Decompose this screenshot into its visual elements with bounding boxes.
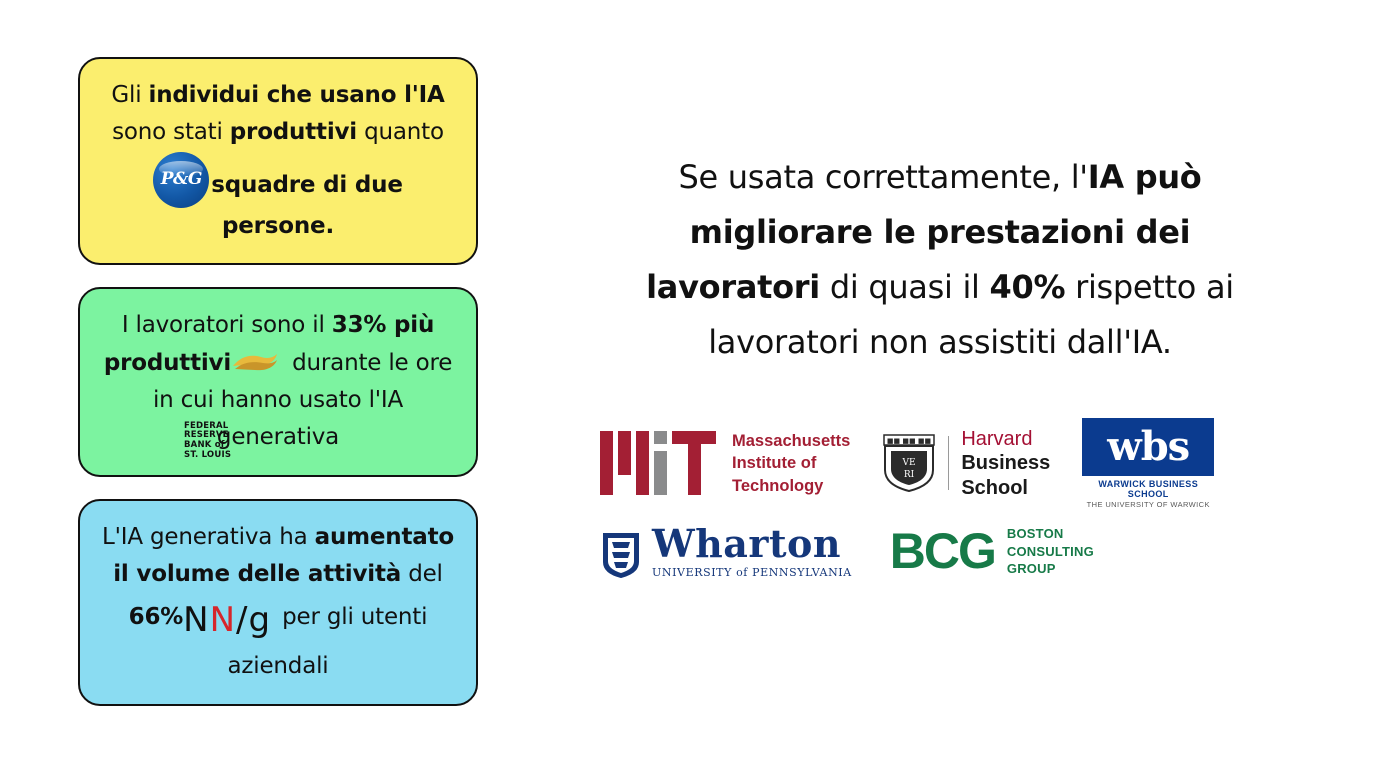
- card-pg-part-0: Gli: [111, 82, 149, 108]
- harvard-wordmark-line-1: Harvard: [961, 427, 1033, 450]
- source-logo-strip: [596, 418, 1296, 578]
- boston-consulting-group-logo: [890, 525, 1094, 578]
- card-fed-part-4: durante le ore in cui hanno usato l'IA generativa: [152, 349, 453, 450]
- headline-text: [600, 150, 1280, 370]
- stat-card-nng-text: [102, 519, 454, 686]
- mit-logo: [600, 430, 850, 497]
- harvard-logo-divider: [948, 436, 949, 490]
- wbs-logo-mark: wbs: [1082, 418, 1214, 476]
- card-nng-part-1: aumentato il volume delle attività: [113, 523, 454, 587]
- wbs-logo-subline-1: WARWICK BUSINESS SCHOOL: [1098, 479, 1199, 499]
- mit-logo-mark: [600, 431, 718, 495]
- wharton-wordmark: Wharton: [652, 521, 841, 566]
- card-pg-part-3: produttivi: [229, 119, 357, 146]
- bcg-wordmark-line-3: GROUP: [1006, 561, 1056, 577]
- stat-card-fed-text: [102, 307, 454, 456]
- card-nng-part-0: L'IA generativa ha: [102, 523, 315, 550]
- harvard-logo-wordmark: [961, 427, 1050, 500]
- p-and-g-logo-swoosh: [159, 161, 203, 177]
- harvard-shield-icon: [882, 434, 936, 492]
- stat-card-pg: [78, 57, 478, 265]
- fed-wordmark-line-4: ST. LOUIS: [184, 449, 232, 460]
- stat-card-pg-text: [102, 77, 454, 245]
- nng-logo-red-n: N: [209, 600, 236, 641]
- harvard-wordmark-line-2: Business: [961, 452, 1051, 475]
- stat-card-fed: [78, 287, 478, 477]
- mit-wordmark-line-1: Massachusetts: [732, 432, 851, 451]
- p-and-g-logo: [153, 152, 209, 208]
- stat-card-nng: [78, 499, 478, 706]
- mit-wordmark-line-2: Institute of: [732, 454, 817, 473]
- warwick-business-school-logo: [1082, 418, 1214, 509]
- svg-text:RI: RI: [904, 470, 915, 481]
- bcg-logo-mark: BCG: [889, 523, 995, 580]
- svg-text:■■ ■■ ■■: ■■ ■■ ■■: [887, 437, 932, 446]
- wbs-logo-subline-2: THE UNIVERSITY OF WARWICK: [1086, 500, 1210, 509]
- source-logo-row-2: [602, 521, 1296, 580]
- wharton-logo-wordmark: [652, 521, 852, 579]
- card-nng-part-2: del: [401, 561, 443, 587]
- card-pg-part-2: sono stati: [112, 119, 230, 146]
- headline-block: [600, 150, 1280, 370]
- fed-wordmark-line-3: BANK of: [184, 440, 225, 451]
- federal-reserve-eagle-icon: [231, 350, 281, 376]
- card-pg-part-1: individui che usano l'IA: [148, 82, 445, 108]
- bcg-wordmark-line-2: CONSULTING: [1006, 543, 1094, 559]
- nielsen-norman-group-logo: NN/g: [183, 600, 272, 641]
- harvard-wordmark-line-3: School: [961, 476, 1028, 499]
- wharton-wordmark-sub: UNIVERSITY of PENNSYLVANIA: [652, 566, 852, 579]
- card-nng-part-4: per gli utenti aziendali: [227, 604, 428, 680]
- wharton-logo: [602, 521, 852, 579]
- bcg-logo-wordmark: [1007, 525, 1094, 578]
- harvard-business-school-logo: [882, 427, 1050, 500]
- headline-part-0: Se usata correttamente, l': [678, 158, 1088, 196]
- card-nng-part-3: 66%: [128, 604, 184, 631]
- svg-text:VE: VE: [902, 458, 916, 469]
- headline-part-1: IA può migliorare le prestazioni dei lavoratori: [646, 158, 1202, 307]
- headline-part-3: 40%: [989, 268, 1066, 307]
- mit-logo-wordmark: [732, 430, 850, 497]
- card-fed-part-3: produttivi: [103, 349, 232, 376]
- headline-part-4: rispetto ai lavoratori non assistiti dall'IA.: [708, 268, 1234, 362]
- card-pg-part-4: quanto: [356, 119, 444, 146]
- wharton-shield-icon: [602, 532, 640, 578]
- card-fed-part-1: 33% più: [331, 312, 435, 339]
- card-pg-part-5: squadre di due persone.: [211, 171, 403, 239]
- nng-logo-slash-g: /g: [236, 600, 272, 641]
- card-fed-part-0: I lavoratori sono il: [121, 312, 332, 339]
- federal-reserve-wordmark: [184, 422, 231, 461]
- bcg-wordmark-line-1: BOSTON: [1006, 526, 1064, 542]
- headline-part-2: di quasi il: [819, 268, 990, 307]
- source-logo-row-1: [600, 418, 1296, 509]
- stat-card-list: [78, 57, 478, 728]
- fed-wordmark-line-2: RESERVE: [184, 430, 229, 441]
- mit-wordmark-line-3: Technology: [732, 476, 824, 495]
- fed-wordmark-line-1: FEDERAL: [184, 420, 229, 431]
